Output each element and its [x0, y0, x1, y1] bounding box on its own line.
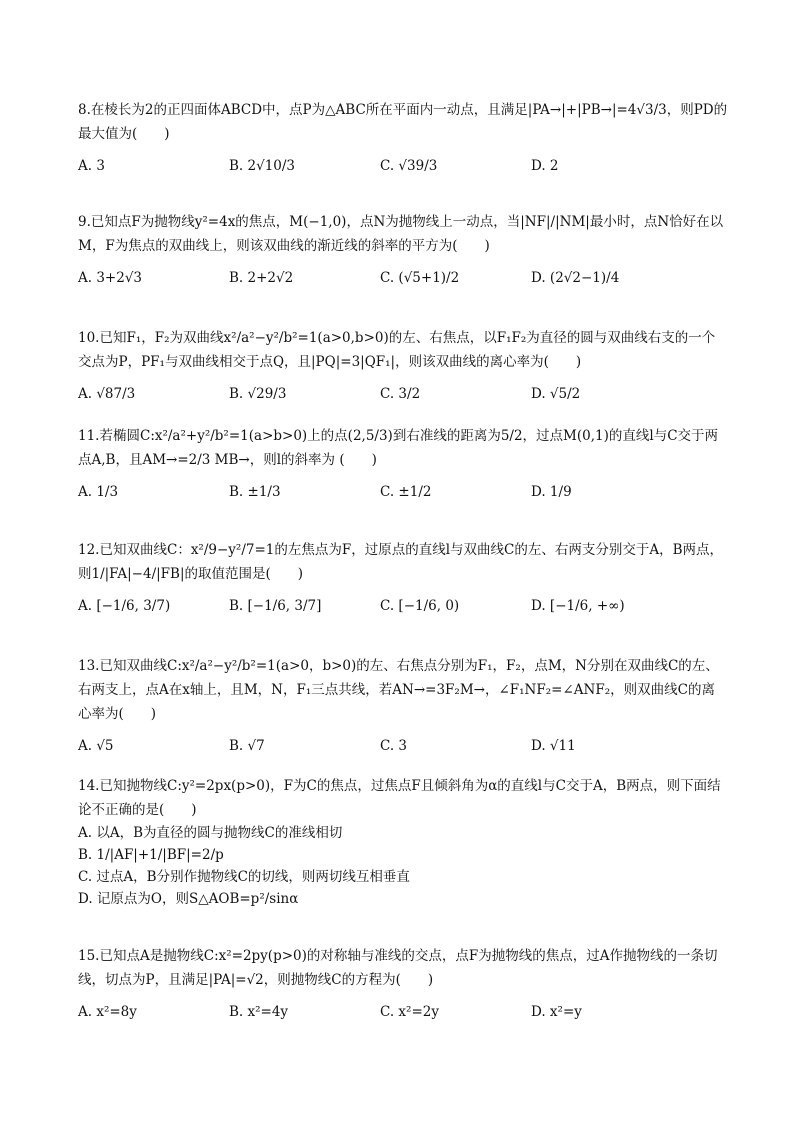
option-a: A. x²=8y: [78, 1004, 137, 1020]
option-d: D. (2√2−1)/4: [531, 270, 620, 286]
options-row: [78, 382, 728, 406]
question-stem: 8.在棱长为2的正四面体ABCD中，点P为△ABC所在平面内一动点，且满足|PA→|+|PB→|=4√3/3，则PD的最大值为( ): [78, 102, 728, 142]
option-d: D. 1/9: [531, 484, 572, 500]
options-row: [78, 594, 728, 618]
option-a: A. [−1/6, 3/7): [78, 598, 171, 614]
option-a: A. 1/3: [78, 484, 119, 500]
question-9: [78, 210, 728, 290]
option-c: C. 3: [380, 738, 408, 754]
question-11: [78, 424, 728, 504]
option-b: B. √29/3: [229, 386, 287, 402]
option-c: C. ±1/2: [380, 484, 432, 500]
question-13: [78, 654, 728, 758]
option-c: C. (√5+1)/2: [380, 270, 460, 286]
option-d: D. x²=y: [531, 1004, 582, 1020]
option-b: B. 2+2√2: [229, 270, 294, 286]
option-a: A. 3+2√3: [78, 270, 143, 286]
question-stem: 15.已知点A是抛物线C:x²=2py(p>0)的对称轴与准线的交点，点F为抛物线的焦点，过A作抛物线的一条切线，切点为P，且满足|PA|=√2，则抛物线C的方程为( ): [78, 948, 718, 988]
option-a: A. √87/3: [78, 386, 136, 402]
question-stem: 12.已知双曲线C：x²/9−y²/7=1的左焦点为F，过原点的直线l与双曲线C的左、右两支分别交于A，B两点，则1/|FA|−4/|FB|的取值范围是( ): [78, 542, 724, 582]
question-stem: 13.已知双曲线C:x²/a²−y²/b²=1(a>0，b>0)的左、右焦点分别为F₁，F₂，点M，N分别在双曲线C的左、右两支上，点A在x轴上，且M，N，F₁三点共线，若AN→=3F₂M→，∠F₁NF₂=∠ANF₂，则双曲线C的离心率为( ): [78, 658, 719, 722]
option-c: C. √39/3: [380, 158, 438, 174]
options-row: [78, 734, 728, 758]
question-10: [78, 326, 728, 406]
option-c: C. 过点A，B分别作抛物线C的切线，则两切线互相垂直: [78, 869, 410, 885]
options-row: [78, 154, 728, 178]
option-b: B. 2√10/3: [229, 158, 296, 174]
option-d: D. √5/2: [531, 386, 581, 402]
question-14: [78, 774, 728, 910]
option-a: A. 以A，B为直径的圆与抛物线C的准线相切: [78, 825, 343, 841]
option-b: B. ±1/3: [229, 484, 281, 500]
question-8: [78, 98, 728, 178]
question-stem: 10.已知F₁，F₂为双曲线x²/a²−y²/b²=1(a>0,b>0)的左、右焦点，以F₁F₂为直径的圆与双曲线右支的一个交点为P，PF₁与双曲线相交于点Q，且|PQ|=3|QF₁|，则该双曲线的离心率为( ): [78, 330, 716, 370]
option-c: C. x²=2y: [380, 1004, 439, 1020]
question-12: [78, 538, 728, 618]
option-d: D. √11: [531, 738, 576, 754]
options-row: [78, 266, 728, 290]
options-column: [78, 822, 728, 910]
question-stem: 11.若椭圆C:x²/a²+y²/b²=1(a>b>0)上的点(2,5/3)到右准线的距离为5/2，过点M(0,1)的直线l与C交于两点A,B，且AM→=2/3 MB→，则l的斜率为 ( ): [78, 428, 719, 468]
option-d: D. 记原点为O，则S△AOB=p²/sinα: [78, 891, 299, 907]
option-b: B. x²=4y: [229, 1004, 289, 1020]
option-b: B. √7: [229, 738, 265, 754]
option-d: D. 2: [531, 158, 559, 174]
question-stem: 14.已知抛物线C:y²=2px(p>0)，F为C的焦点，过焦点F且倾斜角为α的直线l与C交于A，B两点，则下面结论不正确的是( ): [78, 778, 721, 818]
question-stem: 9.已知点F为抛物线y²=4x的焦点，M(−1,0)，点N为抛物线上一动点，当|NF|/|NM|最小时，点N恰好在以M，F为焦点的双曲线上，则该双曲线的渐近线的斜率的平方为( ): [78, 214, 724, 254]
option-c: C. [−1/6, 0): [380, 598, 460, 614]
option-a: A. 3: [78, 158, 105, 174]
options-row: [78, 480, 728, 504]
question-15: [78, 944, 728, 1024]
option-c: C. 3/2: [380, 386, 421, 402]
option-b: B. [−1/6, 3/7]: [229, 598, 322, 614]
option-d: D. [−1/6, +∞): [531, 598, 625, 614]
options-row: [78, 1000, 728, 1024]
option-a: A. √5: [78, 738, 114, 754]
option-b: B. 1/|AF|+1/|BF|=2/p: [78, 847, 224, 863]
